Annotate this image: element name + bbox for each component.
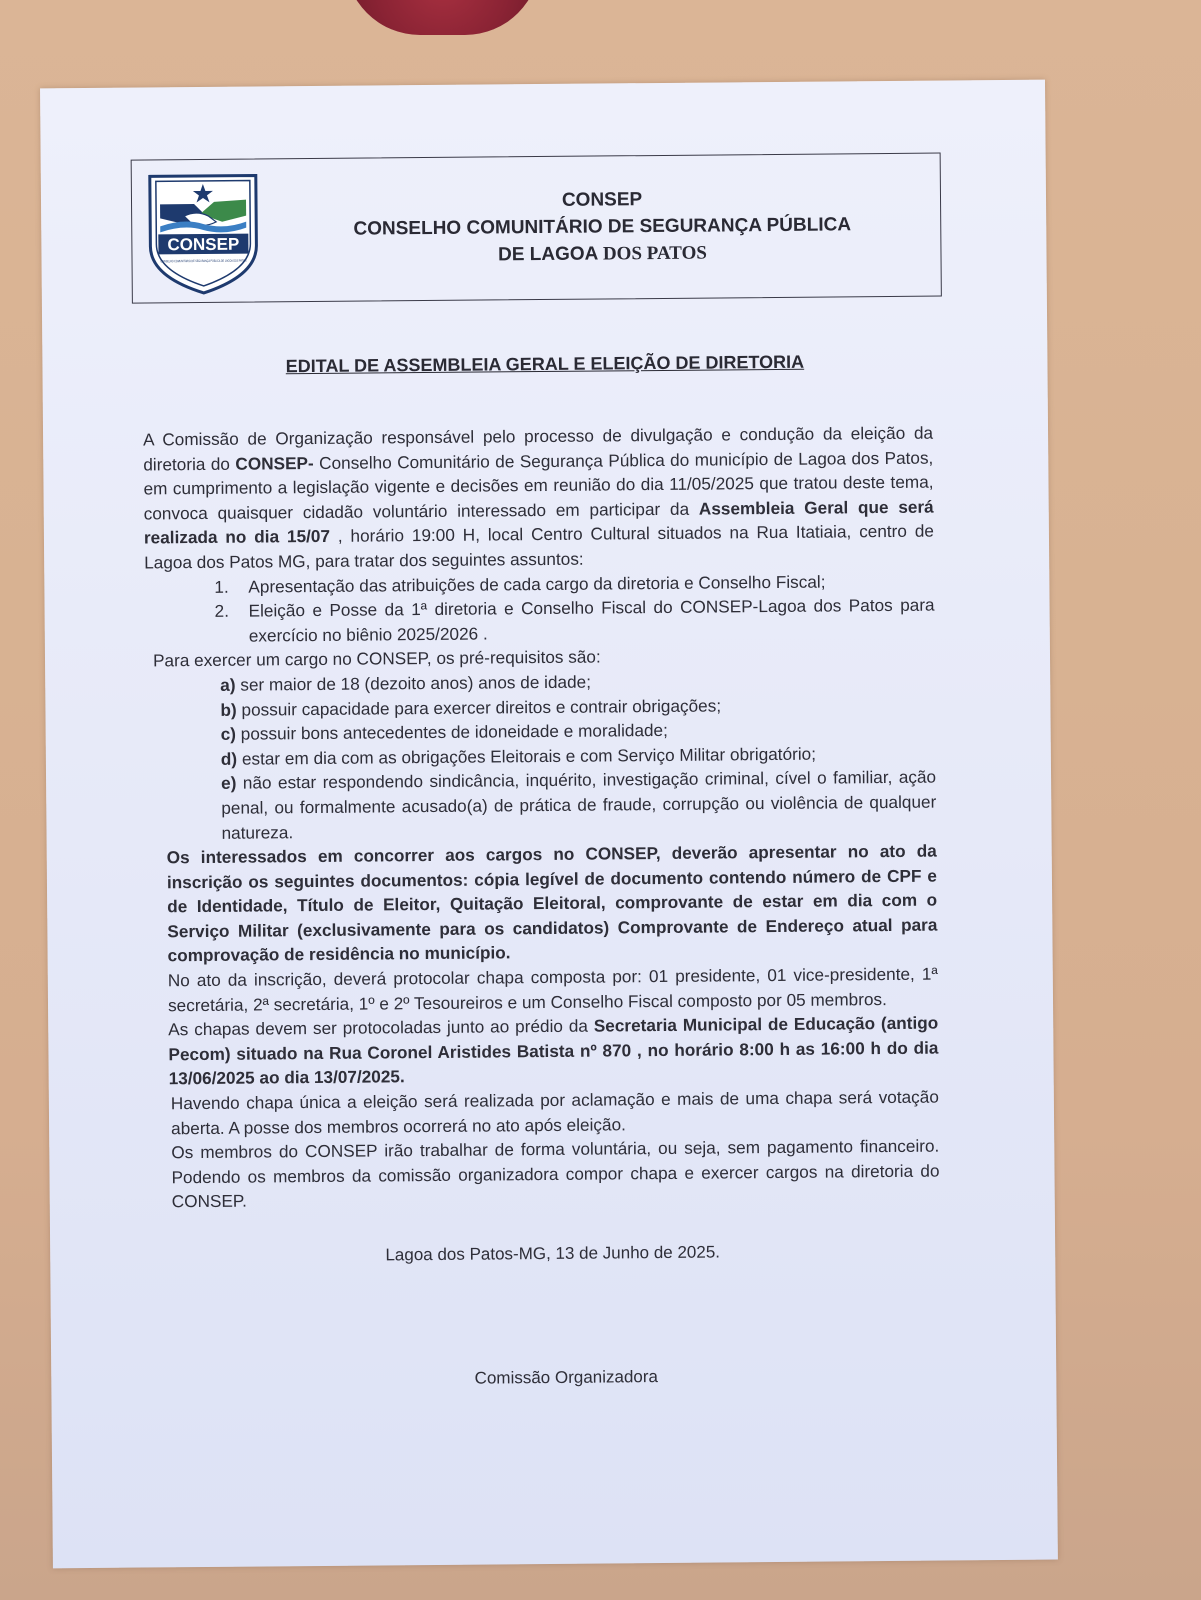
- prerequisite-text: não estar respondendo sindicância, inquérito, investigação criminal, cível o familiar, ação penal, ou formalmente acusado(a) de prática de fraude, corrupção ou violência de qualquer natureza.: [221, 766, 937, 843]
- registration-paragraph: [148, 1011, 939, 1092]
- prerequisite-text: ser maior de 18 (dezoito anos) anos de idade;: [235, 671, 592, 695]
- prerequisite-letter: c): [220, 723, 237, 744]
- prerequisite-item: [221, 765, 937, 845]
- prerequisite-letter: e): [221, 773, 237, 794]
- prerequisite-text: possuir bons antecedentes de idoneidade e moralidade;: [235, 720, 668, 744]
- place-and-date: Lagoa dos Patos-MG, 13 de Junho de 2025.: [385, 1242, 721, 1265]
- intro-text-2: Conselho Comunitário de Segurança Pública do município de Lagoa dos Patos, em cumprimento a legislação vigente e decisões em reunião do dia 11/05/2025 que tratou deste tema, convoca quaisquer cidadão voluntário interessado em participar da: [143, 447, 934, 524]
- prerequisite-letter: d): [220, 748, 238, 769]
- agenda-item: [214, 593, 934, 648]
- intro-paragraph: [143, 421, 934, 575]
- document-title: EDITAL DE ASSEMBLEIA GERAL E ELEIÇÃO DE DIRETORIA: [285, 351, 805, 377]
- registration-text: As chapas devem ser protocoladas junto ao prédio da: [168, 1015, 594, 1040]
- org-city-part2: DOS PATOS: [602, 242, 707, 265]
- signature-line: Comissão Organizadora: [474, 1367, 659, 1388]
- election-paragraph: Havendo chapa única a eleição será realizada por aclamação e mais de uma chapa será votação aberta. A posse dos membros ocorrerá no ato após eleição.: [170, 1086, 939, 1138]
- intro-text-3: , horário 19:00 H, local Centro Cultural situados na Rua Itatiaia, centro de Lagoa dos Patos MG, para tratar dos seguintes assuntos:: [144, 520, 935, 573]
- org-name: CONSELHO COMUNITÁRIO DE SEGURANÇA PÚBLICA: [353, 214, 852, 240]
- document-page: [40, 80, 1058, 1569]
- chapa-composition-paragraph: No ato da inscrição, deverá protocolar chapa composta por: 01 presidente, 01 vice-presidente, 1ª secretária, 2ª secretária, 1º e 2º Tesoureiros e um Conselho Fiscal composto por 05 membros.: [167, 963, 938, 1015]
- prerequisites-intro: Para exercer um cargo no CONSEP, os pré-requisitos são:: [152, 646, 601, 671]
- agenda-item-text: Eleição e Posse da 1ª diretoria e Conselho Fiscal do CONSEP-Lagoa dos Patos para exercício no biênio 2025/2026 .: [248, 594, 935, 646]
- logo-text: CONSEP: [167, 234, 240, 255]
- prerequisites-list: [145, 667, 936, 846]
- org-city: [272, 238, 932, 271]
- prerequisite-text: possuir capacidade para exercer direitos e contrair obrigações;: [236, 694, 722, 720]
- agenda-item-text: Apresentação das atribuições de cada cargo da diretoria e Conselho Fiscal;: [248, 571, 826, 597]
- prerequisite-letter: b): [220, 699, 237, 720]
- letterhead-box: [131, 153, 942, 304]
- letterhead-text: [272, 184, 933, 271]
- registration-bold-text: Secretaria Municipal de Educação (antigo Pecom) situado na Rua Coronel Aristides Batista nº 870 , no horário 8:00 h as 16:00 h do dia 13/06/2025 ao dia 13/07/2025.: [168, 1012, 939, 1089]
- intro-text-1: A Comissão de Organização responsável pelo processo de divulgação e condução da eleição da diretoria do: [142, 422, 934, 475]
- agenda-list: [144, 568, 935, 649]
- volunteer-paragraph: Os membros do CONSEP irão trabalhar de forma voluntária, ou seja, sem pagamento financeiro. Podendo os membros da comissão organizadora compor chapa e exercer cargos na diretoria do CONSEP.: [171, 1135, 940, 1212]
- document-body: [143, 421, 940, 1215]
- required-documents-paragraph: Os interessados em concorrer aos cargos no CONSEP, deverão apresentar no ato da inscrição os seguintes documentos: cópia legível de documento contendo número de CPF e de Identidade, Título de Eleitor, Quitação Eleitoral, comprovante de estar em dia com o Serviço Militar (exclusivamente para os candidatos) Comprovante de Endereço atual para comprovação de residência no município.: [166, 840, 938, 966]
- org-acronym: CONSEP: [561, 189, 643, 211]
- intro-bold-1: CONSEP-: [235, 452, 314, 474]
- consep-logo-icon: [144, 165, 283, 296]
- org-city-part1: DE LAGOA: [497, 243, 603, 266]
- agenda-item-number: 2.: [214, 600, 230, 622]
- intro-bold-2: Assembleia Geral que será realizada no dia 15/07: [143, 496, 934, 548]
- red-tape-piece: [345, 0, 540, 35]
- prerequisite-text: estar em dia com as obrigações Eleitorais e com Serviço Militar obrigatório;: [237, 743, 817, 769]
- logo-subtext: CONSELHO COMUNITÁRIO DE SEGURANÇA PÚBLICA DE LAGOA DOS PATOS: [160, 258, 283, 264]
- prerequisite-letter: a): [220, 674, 236, 695]
- agenda-item-number: 1.: [214, 576, 229, 597]
